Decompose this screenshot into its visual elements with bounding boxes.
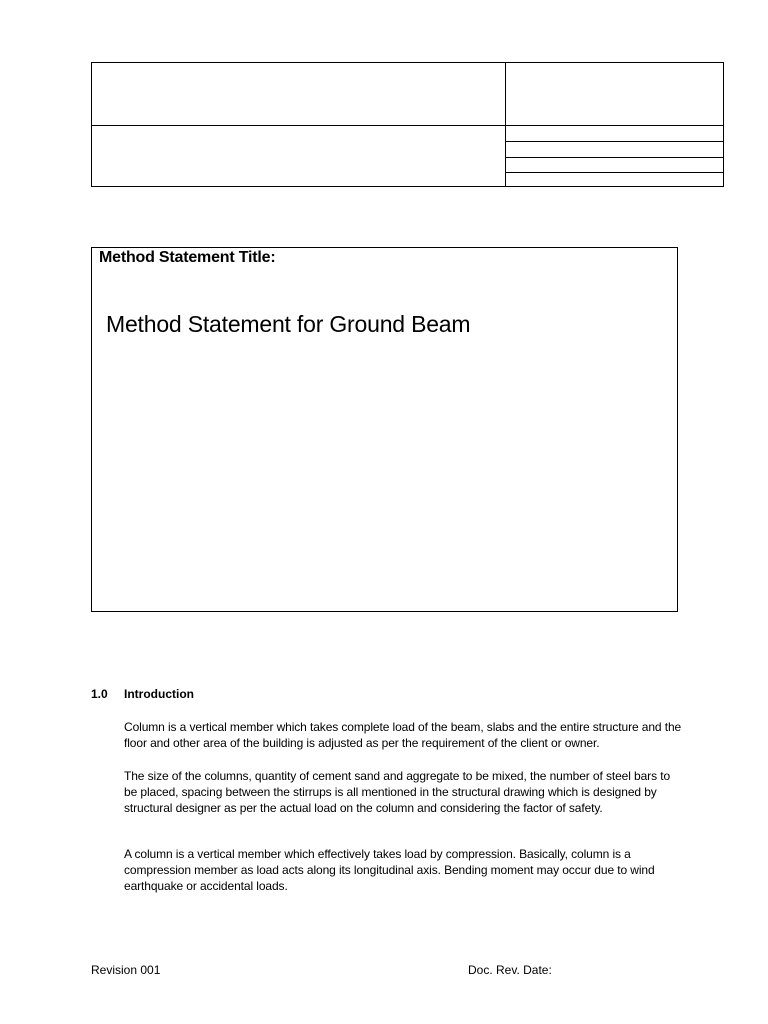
footer-revision: Revision 001: [91, 963, 161, 977]
method-statement-title-box: [91, 247, 678, 612]
footer-doc-rev-date: Doc. Rev. Date:: [468, 963, 552, 977]
header-table-row-divider: [92, 125, 723, 126]
header-table-cell-divider: [505, 141, 723, 142]
intro-paragraph-3: A column is a vertical member which effectively takes load by compression. Basically, column is a compression member as load acts along its longitudinal axis. Bending moment may occur due to wind earthquake or accidental loads.: [124, 847, 655, 893]
section-number: 1.0: [91, 687, 108, 701]
section-heading: Introduction: [124, 687, 194, 701]
intro-paragraph-1: Column is a vertical member which takes complete load of the beam, slabs and the entire structure and the floor and other area of the building is adjusted as per the requirement of the client or owner.: [124, 720, 682, 750]
intro-paragraph-2: The size of the columns, quantity of cement sand and aggregate to be mixed, the number of steel bars to be placed, spacing between the stirrups is all mentioned in the structural drawing which is designed by structural designer as per the actual load on the column and considering the factor of safety.: [124, 769, 671, 815]
title-label: Method Statement Title:: [99, 249, 276, 266]
header-table-cell-divider: [505, 157, 723, 158]
header-table-cell-divider: [505, 172, 723, 173]
document-title: Method Statement for Ground Beam: [106, 311, 471, 337]
document-header-table: [91, 62, 724, 187]
